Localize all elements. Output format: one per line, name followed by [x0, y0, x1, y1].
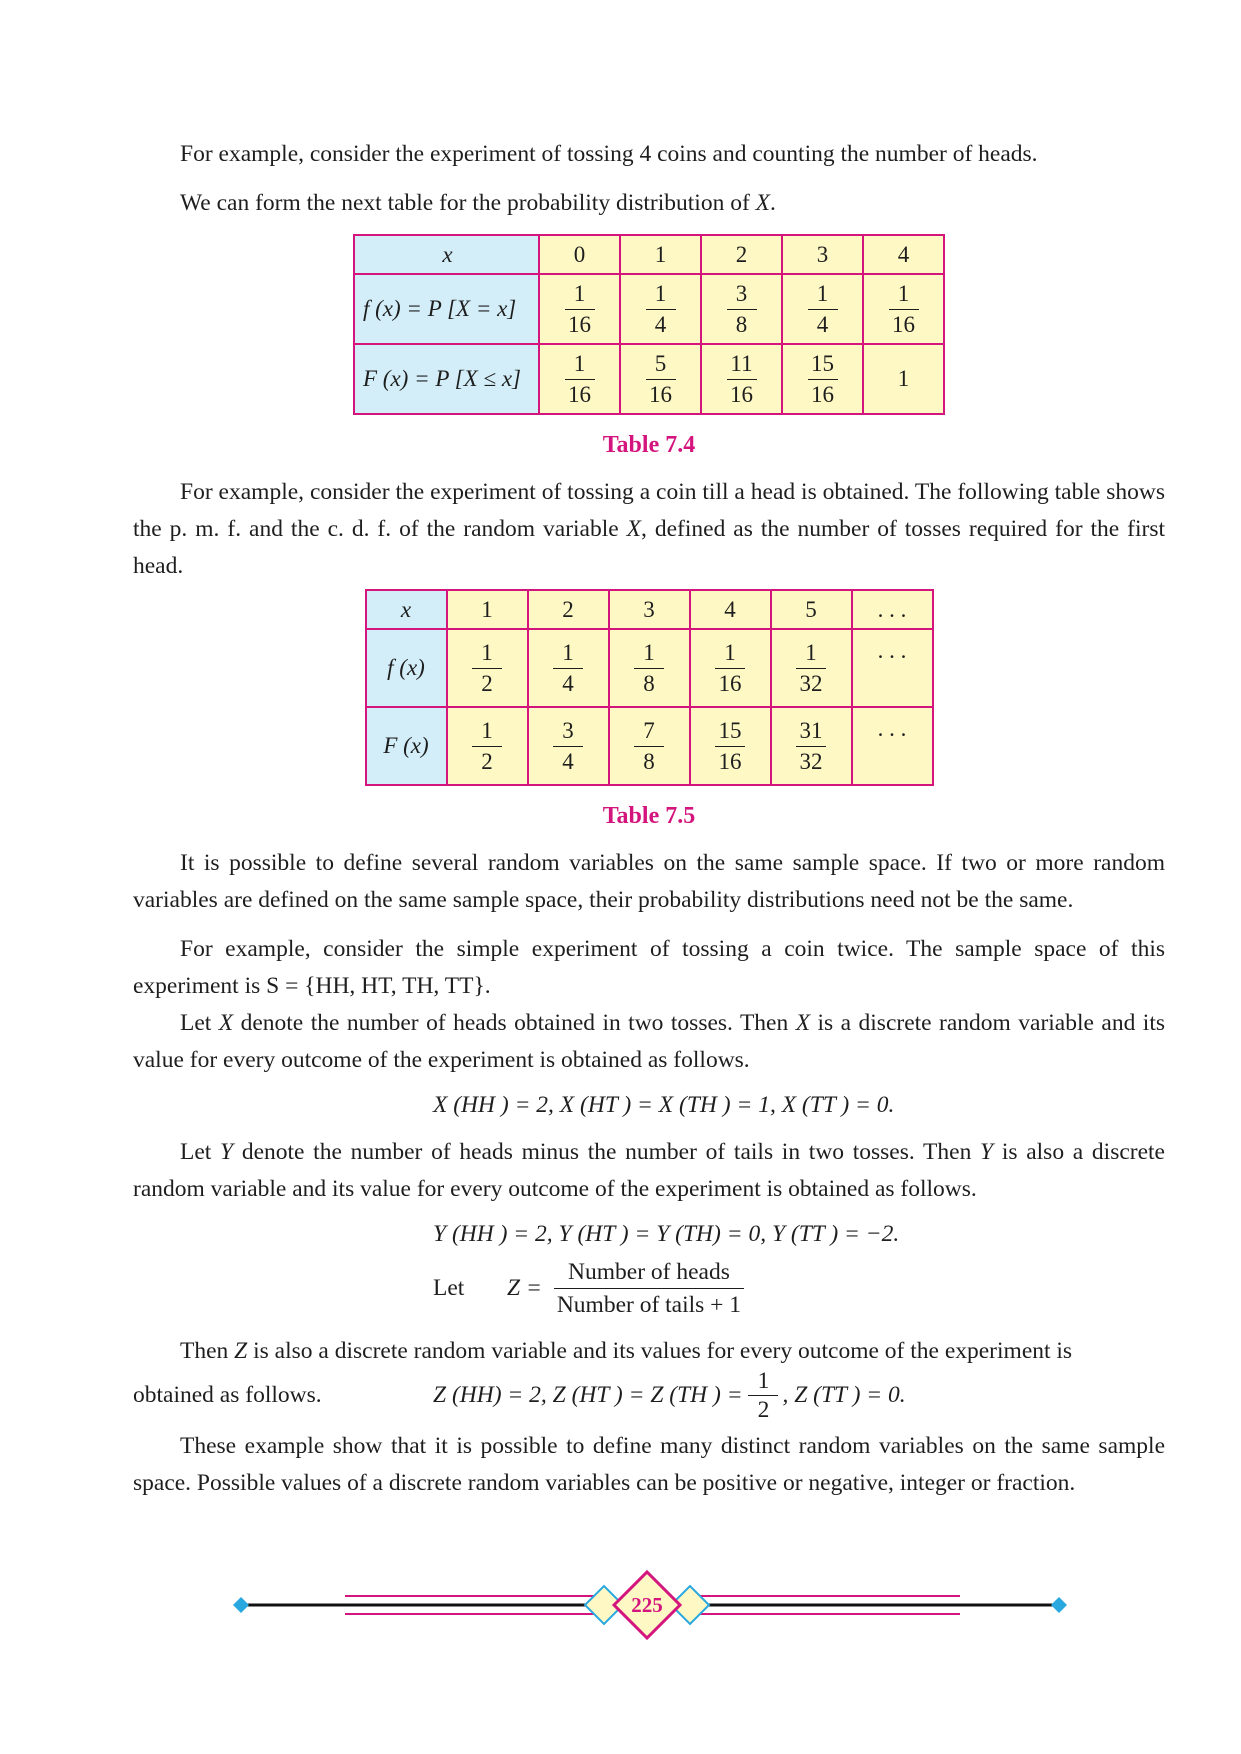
fraction: $\frac{11}{16}$: [727, 349, 757, 410]
half-fraction: $\frac{1}{2}$: [748, 1367, 778, 1424]
paragraph-4: It is possible to define several random variables on the same sample space. If two or more random variables are defined on the same sample space, their probability distributions need not be the same.: [133, 850, 1165, 913]
let-label: Let: [433, 1274, 465, 1301]
fraction: $\frac{1}{16}$: [889, 279, 919, 340]
cdf-value: 1: [863, 344, 944, 414]
row-label-x: x: [354, 235, 539, 274]
fraction: $\frac{15}{16}$: [715, 716, 745, 777]
table-row-cdf: [366, 707, 933, 785]
x-value: 4: [863, 235, 944, 274]
table-row-pmf: [366, 629, 933, 707]
table-row-pmf: [354, 274, 944, 344]
fraction: $\frac{31}{32}$: [796, 716, 826, 777]
x-value: 4: [690, 590, 771, 629]
fraction: $\frac{1}{4}$: [646, 279, 676, 340]
paragraph-5: For example, consider the simple experiment of tossing a coin twice. The sample space of this experiment is S = {HH, HT, TH, TT}.: [133, 936, 1165, 999]
z-fraction: $\frac{\text{Number of heads}}{\text{Number of tails + 1}}$: [554, 1256, 744, 1321]
table-row-cdf: [354, 344, 944, 414]
x-value: 1: [620, 235, 701, 274]
table-7-4: [353, 234, 945, 415]
table-row-x: [366, 590, 933, 629]
paragraph-3: For example, consider the experiment of tossing a coin till a head is obtained. The following table shows the p. m. f. and the c. d. f. of the random variable X, defined as the number of tosses required for the first head.: [133, 479, 1165, 579]
x-value: 2: [528, 590, 609, 629]
row-label-cdf: F (x): [366, 707, 447, 785]
paragraph-7: Let Y denote the number of heads minus the number of tails in two tosses. Then Y is also a discrete random variable and its value for every outcome of the experiment is obtained as follows.: [133, 1139, 1165, 1202]
fraction: $\frac{1}{16}$: [715, 638, 745, 699]
x-value: 2: [701, 235, 782, 274]
fraction: $\frac{15}{16}$: [808, 349, 838, 410]
row-label-cdf: F (x) = P [X ≤ x]: [354, 344, 539, 414]
z-lhs: Z =: [507, 1274, 542, 1301]
x-value: 1: [447, 590, 528, 629]
fraction: $\frac{3}{4}$: [553, 716, 583, 777]
table-row-x: [354, 235, 944, 274]
equation-y: Y (HH ) = 2, Y (HT ) = Y (TH) = 0, Y (TT ) = −2.: [433, 1221, 900, 1247]
equation-z: Z (HH) = 2, Z (HT ) = Z (TH ) =: [433, 1381, 749, 1408]
fraction: $\frac{5}{16}$: [646, 349, 676, 410]
fraction: $\frac{1}{2}$: [472, 716, 502, 777]
fraction: $\frac{1}{4}$: [553, 638, 583, 699]
equation-x: X (HH ) = 2, X (HT ) = X (TH ) = 1, X (TT ) = 0.: [433, 1092, 895, 1118]
x-value: 3: [609, 590, 690, 629]
paragraph-6: Let X denote the number of heads obtained in two tosses. Then X is a discrete random variable and its value for every outcome of the experiment is obtained as follows.: [133, 1010, 1165, 1073]
table-7-5: [365, 589, 934, 786]
page-number: 225: [631, 1593, 663, 1617]
row-label-pmf: f (x) = P [X = x]: [354, 274, 539, 344]
fraction: $\frac{7}{8}$: [634, 716, 664, 777]
x-value: 0: [539, 235, 620, 274]
table-caption-7-5: Table 7.5: [602, 803, 696, 829]
page-footer: [0, 1570, 1241, 1640]
paragraph-8: Then Z is also a discrete random variable and its values for every outcome of the experiment is: [180, 1338, 1073, 1364]
x-value: 3: [782, 235, 863, 274]
row-label-x: x: [366, 590, 447, 629]
obtained-as-follows: obtained as follows.: [133, 1381, 322, 1408]
fraction: $\frac{1}{4}$: [808, 279, 838, 340]
equation-z-definition: [133, 1253, 1165, 1323]
x-value-ellipsis: . . .: [852, 590, 933, 629]
fraction: $\frac{1}{16}$: [565, 349, 595, 410]
page-content: [133, 136, 1165, 1502]
paragraph-9: These example show that it is possible to define many distinct random variables on the same sample space. Possible values of a discrete random variables can be positive or negative, integer or fraction.: [133, 1433, 1165, 1496]
fraction: $\frac{1}{2}$: [472, 638, 502, 699]
fraction: $\frac{3}{8}$: [727, 279, 757, 340]
paragraph-2: We can form the next table for the probability distribution of X.: [180, 190, 776, 216]
fraction: $\frac{1}{32}$: [796, 638, 826, 699]
paragraph-1: For example, consider the experiment of tossing 4 coins and counting the number of heads.: [180, 141, 1038, 167]
ellipsis: . . .: [852, 629, 933, 707]
sample-space-set: S = {HH, HT, TH, TT}.: [266, 973, 491, 999]
x-value: 5: [771, 590, 852, 629]
equation-z-line: obtained as follows. Z (HH) = 2, Z (HT ) = Z (TH ) = $\frac{1}{2}$ , Z (TT ) = 0.: [133, 1367, 906, 1423]
fraction: $\frac{1}{16}$: [565, 279, 595, 340]
table-caption-7-4: Table 7.4: [602, 432, 696, 458]
row-label-pmf: f (x): [366, 629, 447, 707]
ellipsis: . . .: [852, 707, 933, 785]
fraction: $\frac{1}{8}$: [634, 638, 664, 699]
